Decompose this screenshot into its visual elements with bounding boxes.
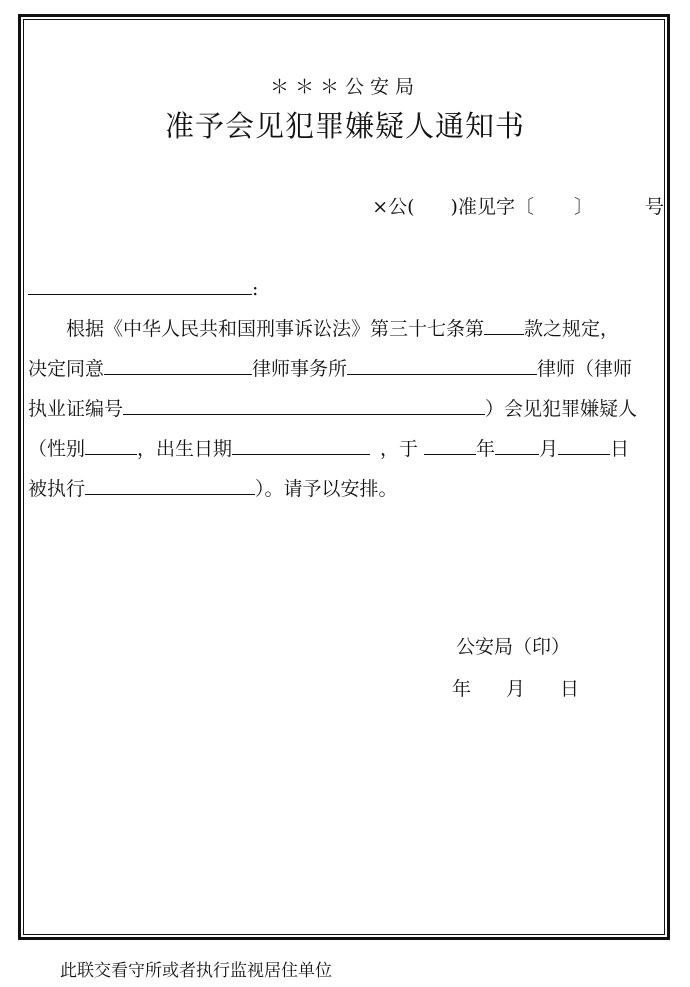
clause-blank[interactable] [484, 314, 524, 335]
day-label: 日 [610, 438, 630, 460]
executed-label: 被执行 [28, 478, 86, 500]
docno-end: 〕 [573, 196, 593, 218]
body-line-4 [28, 434, 664, 460]
law-firm-blank[interactable] [104, 354, 252, 375]
law-firm-label: 律师事务所 [252, 358, 348, 380]
suspect-label: ）会见犯罪嫌疑人 [485, 398, 638, 420]
body-line1-text: 根据《中华人民共和国刑事诉讼法》第三十七条第 [66, 318, 485, 340]
license-number-blank[interactable] [123, 394, 485, 415]
agency-name: ＊＊＊公安局 [269, 76, 420, 98]
sign-month: 月 [506, 678, 526, 700]
docno-prefix: ×公( [372, 196, 415, 218]
month-label: 月 [539, 438, 559, 460]
on-label: ，于 [380, 438, 419, 460]
form-title: 准予会见犯罪嫌疑人通知书 [164, 109, 525, 143]
lawyer-label: 律师（律师 [537, 358, 633, 380]
seal-label: 公安局（印） [456, 636, 571, 658]
year-label: 年 [476, 438, 496, 460]
body-line-3 [28, 394, 664, 420]
license-label: 执业证编号 [28, 398, 124, 420]
measure-blank[interactable] [85, 474, 255, 495]
request-text: ）。请予以安排。 [255, 478, 398, 500]
body-line-5 [28, 474, 664, 500]
lawyer-name-blank[interactable] [347, 354, 537, 375]
footer-note: 此联交看守所或者执行监视居住单位 [60, 961, 332, 981]
body-line2-text: 决定同意 [28, 358, 105, 380]
document-number [0, 192, 664, 219]
body-line-1 [28, 314, 664, 340]
body-line1-end: 款之规定， [524, 318, 620, 340]
docno-suffix: 号 [644, 196, 664, 218]
gender-blank[interactable] [85, 434, 137, 455]
addressee-colon: : [252, 278, 259, 300]
addressee-blank[interactable] [28, 274, 252, 295]
gender-label: （性别 [28, 438, 86, 460]
year-blank[interactable] [424, 434, 476, 455]
sign-day: 日 [560, 678, 580, 700]
day-blank[interactable] [558, 434, 610, 455]
addressee-line [28, 274, 664, 300]
birthdate-blank[interactable] [232, 434, 370, 455]
birthdate-label: ，出生日期 [137, 438, 233, 460]
docno-middle: )准见字〔 [450, 196, 534, 218]
body-line-2 [28, 354, 664, 380]
sign-year: 年 [452, 678, 472, 700]
month-blank[interactable] [495, 434, 539, 455]
